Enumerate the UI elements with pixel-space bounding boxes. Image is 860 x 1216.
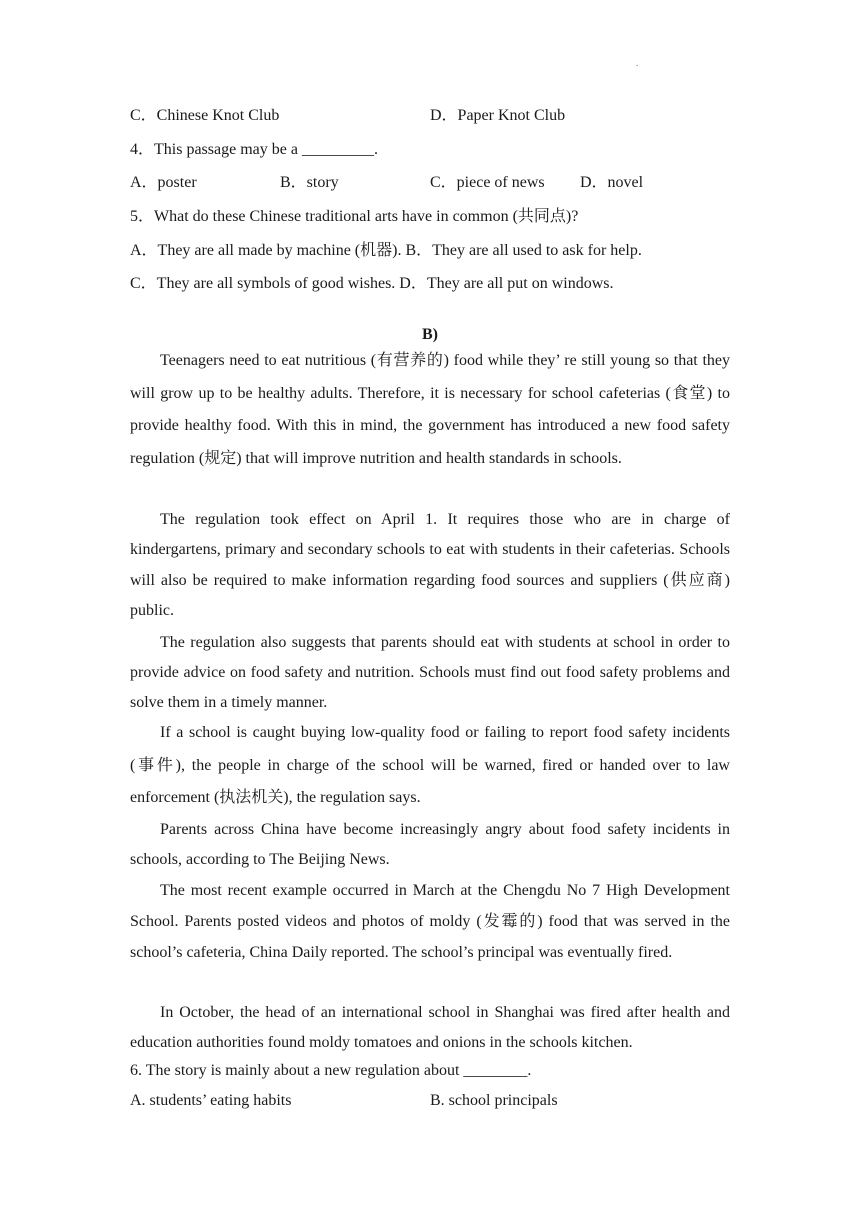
q6-option-b: B. school principals: [430, 1092, 558, 1109]
q3-option-c: C．Chinese Knot Club: [130, 107, 280, 124]
q5-question: 5．What do these Chinese traditional arts have in common (共同点)?: [130, 208, 579, 225]
paragraph: In October, the head of an international school in Shanghai was fired after health and education authorities found moldy tomatoes and onions in the schools kitchen.: [130, 1004, 730, 1051]
q4-option-a: A．poster: [130, 174, 197, 191]
q4-question: 4．This passage may be a _________.: [130, 141, 378, 158]
paragraph: Teenagers need to eat nutritious (有营养的) food while they’ re still young so that they will grow up to be healthy adults. Therefore, it is necessary for school cafeterias (食堂) to provide healthy food. With this in mind, the government has introduced a new food safety regulation (规定) that will improve nutrition and health standards in schools.: [130, 352, 730, 467]
q5-options-cd: C．They are all symbols of good wishes. D．They are all put on windows.: [130, 275, 614, 292]
q4-option-d: D．novel: [580, 174, 644, 191]
q5-options-ab: A．They are all made by machine (机器). B．They are all used to ask for help.: [130, 242, 642, 259]
q6-option-a: A. students’ eating habits: [130, 1092, 292, 1109]
section-heading: B): [422, 326, 438, 343]
paragraph: The regulation also suggests that parents should eat with students at school in order to provide advice on food safety and nutrition. Schools must find out food safety problems and solve them in a timely manner.: [130, 634, 730, 711]
paragraph: If a school is caught buying low-quality food or failing to report food safety incidents (事件), the people in charge of the school will be warned, fired or handed over to law enforcement (执法机关), the regulation says.: [130, 724, 730, 806]
q3-option-d: D．Paper Knot Club: [430, 107, 566, 124]
page-mark: .: [636, 58, 639, 68]
q4-option-c: C．piece of news: [430, 174, 545, 191]
q4-option-b: B．story: [280, 174, 339, 191]
paragraph: Parents across China have become increasingly angry about food safety incidents in schools, according to The Beijing News.: [130, 821, 730, 868]
paragraph: The regulation took effect on April 1. It requires those who are in charge of kindergartens, primary and secondary schools to eat with students in their cafeterias. Schools will also be required to make information regarding food sources and suppliers (供应商) public.: [130, 511, 730, 619]
paragraph: The most recent example occurred in March at the Chengdu No 7 High Development School. Parents posted videos and photos of moldy (发霉的) food that was served in the school’s cafeteria, China Daily reported. The school’s principal was eventually fired.: [130, 882, 730, 961]
q6-question: 6. The story is mainly about a new regulation about ________.: [130, 1062, 532, 1079]
